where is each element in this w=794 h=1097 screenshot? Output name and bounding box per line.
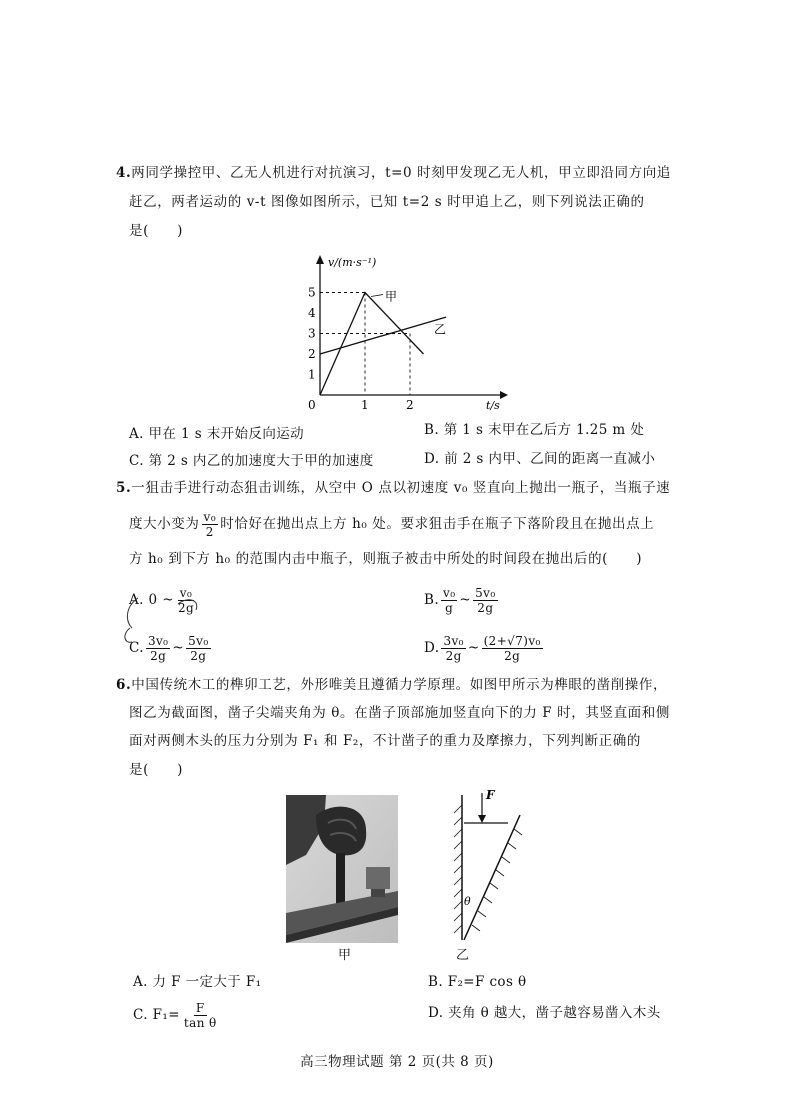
q5-c-den2: 2g: [190, 649, 207, 663]
q5-d-den1: 2g: [445, 649, 462, 663]
series-label-jia-leader: [371, 295, 383, 297]
q4-line3: 是( ): [129, 223, 184, 239]
x-axis-arrow: [500, 391, 508, 399]
q5-d-frac1: [441, 634, 465, 663]
force-arrowhead: [478, 815, 486, 823]
q5-d-den2: 2g: [504, 649, 521, 663]
q5-d-num1: 3v₀: [443, 634, 464, 648]
y-tick-2: 2: [308, 347, 316, 361]
q6-line2: 图乙为截面图，凿子尖端夹角为 θ。在凿子顶部施加竖直向下的力 F 时，其竖直面和侧: [129, 705, 670, 721]
q5-number: 5.: [116, 480, 132, 496]
q5-b-tilde: ~: [459, 592, 472, 608]
y-tick-3: 3: [308, 326, 316, 341]
q6-option-a[interactable]: A. 力 F 一定大于 F₁: [133, 974, 262, 990]
vt-chart: [300, 250, 520, 420]
q4-line2: 赶乙，两者运动的 v-t 图像如图所示，已知 t=2 s 时甲追上乙，则下列说法正确的: [129, 194, 645, 210]
q5-d-label: D.: [424, 640, 440, 656]
q5-c-den1: 2g: [150, 649, 167, 663]
q4-option-b[interactable]: B. 第 1 s 末甲在乙后方 1.25 m 处: [424, 422, 645, 438]
y-axis-label: v/(m·s⁻¹): [328, 256, 377, 269]
q5-b-num1: v₀: [443, 586, 456, 600]
slant-line: [464, 815, 520, 940]
x-axis-label: t/s: [486, 399, 500, 412]
q5-b-frac1: [441, 586, 457, 615]
q5-d-num2: (2+√7)v₀: [483, 634, 541, 648]
q6-number: 6.: [116, 677, 132, 693]
q6-option-c[interactable]: [133, 1001, 221, 1030]
q6-line1: [116, 675, 667, 695]
q6-option-b[interactable]: B. F₂=F cos θ: [428, 974, 527, 990]
q5-text-1: 一狙击手进行动态狙击训练，从空中 O 点以初速度 v₀ 竖直向上抛出一瓶子，当瓶子速: [131, 480, 671, 496]
y-tick-5: 5: [308, 285, 316, 300]
q5-b-den2: 2g: [477, 601, 494, 615]
q5-fraction: [202, 510, 219, 539]
q6-c-frac: [182, 1001, 219, 1030]
q6-line4: 是( ): [129, 762, 184, 778]
q6-option-d[interactable]: D. 夹角 θ 越大，凿子越容易凿入木头: [428, 1005, 661, 1021]
q5-line1: [116, 478, 670, 498]
q5-c-label: C.: [129, 640, 144, 656]
pencil-annotation: [118, 588, 208, 658]
x-tick-1: 1: [361, 398, 369, 412]
q5-frac-num: v₀: [203, 510, 217, 524]
q5-b-frac2: [473, 586, 497, 615]
q5-line3: 方 h₀ 到下方 h₀ 的范围内击中瓶子，则瓶子被击中所处的时间段在抛出后的( ): [129, 551, 643, 567]
q6-c-den: tan θ: [183, 1016, 217, 1030]
q4-option-d[interactable]: D. 前 2 s 内甲、乙间的距离一直减小: [424, 451, 656, 467]
series-line-1: [320, 293, 424, 396]
q4-option-a[interactable]: A. 甲在 1 s 末开始反向运动: [129, 426, 305, 442]
q5-a-label: A. 0 ~: [129, 592, 174, 608]
q5-line2: [129, 510, 654, 539]
q5-option-b[interactable]: [424, 586, 500, 615]
figure-yi-caption: 乙: [456, 948, 470, 963]
q6-text-1: 中国传统木工的榫卯工艺，外形唯美且遵循力学原理。如图甲所示为榫眼的凿削操作，: [131, 677, 668, 693]
q5-b-den1: g: [445, 601, 454, 615]
wall-hatching: [454, 805, 462, 933]
force-label: F: [486, 788, 495, 802]
q5-c-tilde: ~: [172, 640, 185, 656]
origin-label: 0: [308, 398, 316, 412]
x-tick-2: 2: [406, 398, 414, 412]
q5-c-num2: 5v₀: [188, 634, 209, 648]
page-footer: 高三物理试题 第 2 页(共 8 页): [300, 1054, 494, 1070]
q4-number: 4.: [116, 165, 132, 181]
q5-d-frac2: [482, 634, 543, 663]
q5-option-d[interactable]: [424, 634, 545, 663]
chisel-diagram: [450, 785, 530, 950]
q5-a-den: 2g: [177, 601, 195, 615]
y-tick-4: 4: [308, 306, 316, 320]
q5-b-num2: 5v₀: [475, 586, 496, 600]
q5-frac-den: 2: [205, 525, 215, 539]
slant-hatching: [472, 829, 522, 931]
q5-d-tilde: ~: [467, 640, 480, 656]
q4-option-c[interactable]: C. 第 2 s 内乙的加速度大于甲的加速度: [129, 453, 374, 469]
chisel-photo: [286, 795, 398, 943]
q4-text-1: 两同学操控甲、乙无人机进行对抗演习，t=0 时刻甲发现乙无人机，甲立即沿同方向追: [131, 165, 671, 181]
y-axis-arrow: [316, 255, 324, 264]
q6-c-label: C. F₁=: [133, 1007, 180, 1023]
q6-c-num: F: [195, 1001, 205, 1015]
series-label-jia: 甲: [385, 289, 398, 304]
q4-line1: [116, 163, 671, 183]
q5-b-label: B.: [424, 592, 440, 608]
series-line-2: [320, 317, 446, 354]
figure-jia-caption: 甲: [338, 948, 352, 963]
q6-line3: 面对两侧木头的压力分别为 F₁ 和 F₂，不计凿子的重力及摩擦力，下列判断正确的: [129, 733, 641, 749]
q5-a-num: v₀: [179, 586, 193, 600]
q5-text-2a: 度大小变为: [129, 516, 200, 532]
q5-c-num1: 3v₀: [147, 634, 169, 648]
y-tick-1: 1: [308, 367, 316, 382]
series-label-yi: 乙: [434, 322, 447, 337]
angle-label: θ: [464, 895, 471, 908]
q5-text-2b: 时恰好在抛出点上方 h₀ 处。要求狙击手在瓶子下落阶段且在抛出点上: [220, 516, 655, 532]
